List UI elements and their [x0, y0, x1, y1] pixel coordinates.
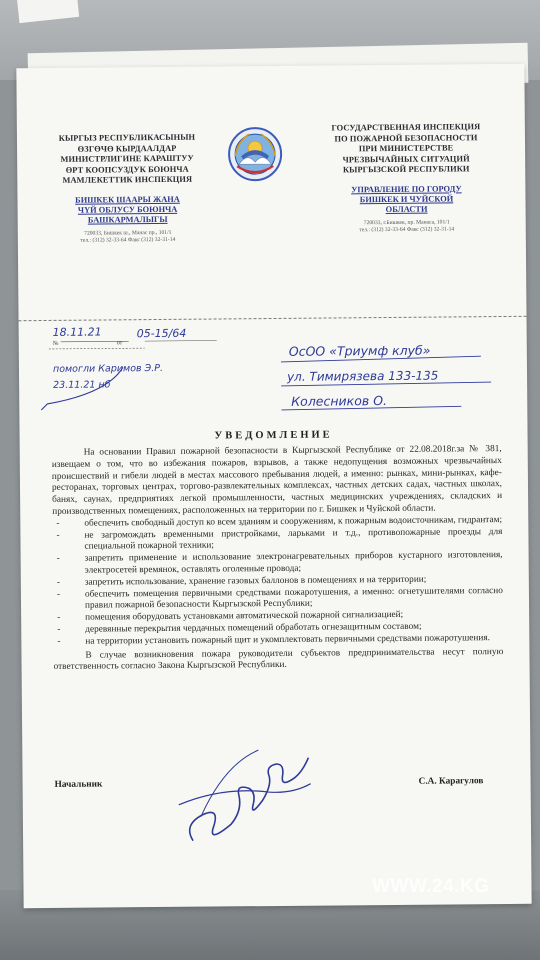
registration-date: 18.11.21: [52, 325, 102, 339]
recipient-underlines: [281, 354, 502, 422]
document-title: УВЕДОМЛЕНИЕ: [214, 429, 333, 442]
signer-name: С.А. Карагулов: [418, 776, 484, 787]
registration-number-label: №: [52, 340, 59, 347]
header-right-russian: [311, 122, 502, 235]
list-item: - помещения оборудовать установками автоматической пожарной сигнализацией;: [53, 609, 503, 625]
handwritten-note-line1: помогли Каримов Э.Р.: [52, 362, 164, 375]
list-item: - обеспечить свободный доступ ко всем зданиям и сооружениям, к пожарным водоисточникам, гидрантам;: [52, 515, 502, 531]
document-page: [16, 64, 531, 908]
header-right-department: УПРАВЛЕНИЕ ПО ГОРОДУ БИШКЕК И ЧУЙСКОЙ ОБЛАСТИ: [351, 184, 462, 215]
recipient-company: ОсОО «Триумф клуб»: [288, 342, 431, 359]
handwritten-note-line2: 23.11.21 нб: [53, 379, 111, 391]
list-item: - не загромождать временными пристройками, ларьками и т.д., противопожарные проезды для специальной пожарной техники;: [52, 527, 502, 555]
recipient-address: ул. Тимирязева 133-135: [286, 368, 439, 384]
list-item: - запретить использование, хранение газовых баллонов в помещениях и на территории;: [53, 574, 503, 590]
registration-on-label: от: [116, 340, 123, 347]
registration-underlines: [49, 332, 219, 349]
header-right-address: 720033, г.Бишкек, пр. Манаса, 101/1 тел.: (312) 32-33-64 Факс (312) 32-31-14: [359, 219, 455, 234]
handwritten-note-stroke: [37, 363, 127, 412]
header-left-kyrgyz: [39, 133, 216, 246]
registration-number: 05-15/64: [136, 326, 187, 341]
header-right-title: ГОСУДАРСТВЕННАЯ ИНСПЕКЦИЯ ПО ПОЖАРНОЙ БЕЗОПАСНОСТИ ПРИ МИНИСТЕРСТВЕ ЧРЕЗВЫЧАЙНЫХ СИТУАЦИЙ КЫРГЫЗСКОЙ РЕСПУБЛИКИ: [331, 122, 481, 175]
requirements-list: [52, 515, 503, 649]
signer-position: Начальник: [54, 779, 103, 790]
header-left-address: 720033, Бишкек ш., Манас пр., 101/1 тел.: (312) 32-33-64 Факс (312) 32-31-14: [80, 229, 176, 244]
header-divider: [19, 316, 527, 321]
intro-paragraph: На основании Правил пожарной безопасности в Кыргызской Республике от 22.08.2018г.за № 381, извещаем о том, что во избежания пожаров, взрывов, а также недопущения возможных чрезвычайных происшествий и гибели людей в местах массового пребывания людей, а именно: рынках, мини-рынках, кафе-ресторанах, торговых центрах, торгово-развлекательных комплексах, частных детских садах, частных школах, банях, саунах, предприятиях легкой промышленности, частных медицинских учреждениях, складских и производственных помещениях, расположенных на территории по г. Бишкек и Чуйской области.: [51, 444, 503, 517]
recipient-person: Колесников О.: [291, 393, 388, 409]
document-body: [52, 444, 504, 674]
state-emblem-icon: [227, 126, 283, 182]
handwritten-signature: [172, 744, 313, 855]
list-item: - деревянные перекрытия чердачных помещений обработать огнезащитным составом;: [53, 621, 503, 637]
header-left-department: БИШКЕК ШААРЫ ЖАНА ЧҮЙ ОБЛУСУ БОЮНЧА БАШКАРМАЛЫГЫ: [75, 194, 180, 225]
list-item: - на территории установить пожарный щит и укомплектовать первичными средствами пожаротушения.: [53, 633, 503, 649]
site-watermark: WWW.24.KG: [372, 876, 490, 897]
list-item: - обеспечить помещения первичными средствами пожаротушения, а именно: огнетушителями согласно правил пожарной безопасности Кыргызской Республики;: [53, 586, 503, 614]
list-item: - запретить применение и использование электронагревательных приборов кустарного изготовления, электросетей времянок, оставлять оголенные провода;: [53, 550, 503, 578]
header-left-title: КЫРГЫЗ РЕСПУБЛИКАСЫНЫН ӨЗГӨЧӨ КЫРДААЛДАР МИНИСТРЛИГИНЕ КАРАШТУУ ӨРТ КООПСУЗДУК БОЮНЧА МАМЛЕКЕТТИК ИНСПЕКЦИЯ: [58, 132, 196, 186]
closing-paragraph: В случае возникновения пожара руководители субъектов предпринимательства несут полную ответственность согласно Закона Кыргызской Республики.: [53, 646, 504, 673]
